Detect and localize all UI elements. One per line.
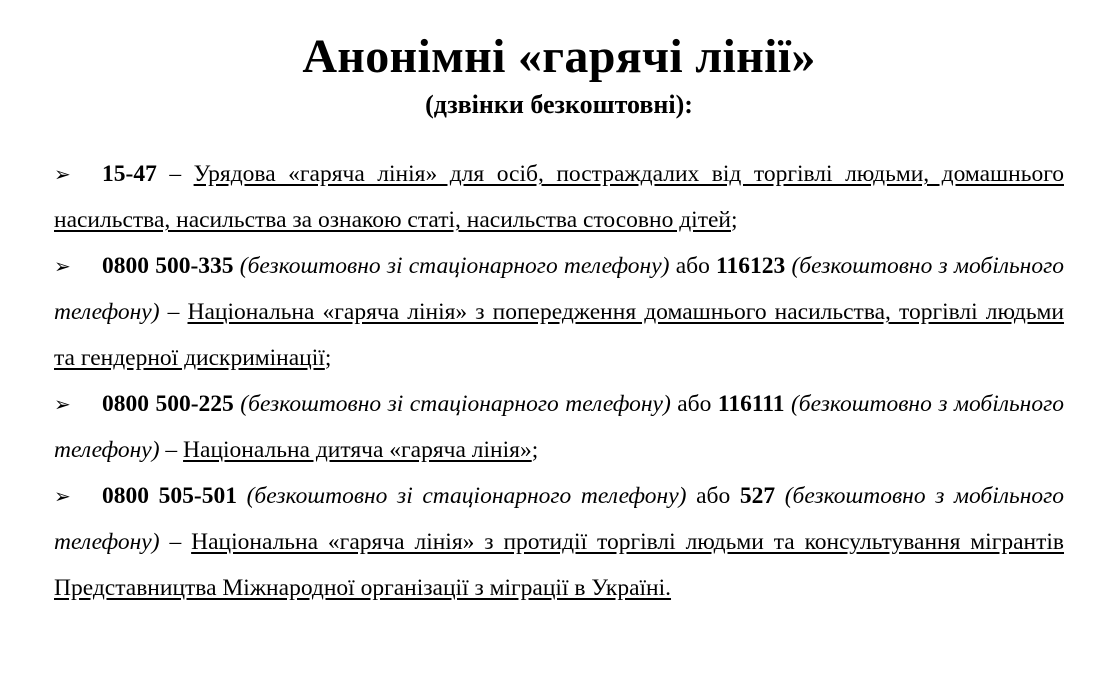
or-word: або <box>677 391 712 417</box>
hotline-item <box>54 151 1064 243</box>
arrow-bullet-icon: ➢ <box>54 484 71 508</box>
or-word: або <box>675 253 710 279</box>
hotline-number: 0800 500-225 <box>102 391 234 417</box>
mobile-number: 116123 <box>716 253 786 279</box>
mobile-number: 527 <box>739 483 776 509</box>
or-word: або <box>696 483 731 509</box>
landline-note: (безкоштовно зі стаціонарного телефону) <box>239 253 670 279</box>
hotline-item <box>54 473 1064 611</box>
hotline-description: Національна дитяча «гаряча лінія» <box>183 437 532 463</box>
arrow-bullet-icon: ➢ <box>54 162 71 186</box>
mobile-note: (безкоштовно з мобільного телефону) <box>54 391 1065 463</box>
dash-separator: – <box>156 161 194 187</box>
arrow-bullet-icon: ➢ <box>54 392 71 416</box>
hotline-list <box>54 151 1064 611</box>
mobile-number: 116111 <box>717 391 785 417</box>
item-end-punct: ; <box>730 207 738 233</box>
page-title: Анонімні «гарячі лінії» <box>302 30 816 83</box>
page-subtitle: (дзвінки безкоштовні): <box>425 90 693 119</box>
arrow-bullet-icon: ➢ <box>54 254 71 278</box>
hotline-description: Урядова «гаряча лінія» для осіб, постраждалих від торгівлі людьми, домашнього насильства, насильства за ознакою статі, насильства стосовно дітей <box>54 161 1064 233</box>
item-end-punct: ; <box>531 437 539 463</box>
hotline-description: Національна «гаряча лінія» з попередження домашнього насильства, торгівлі людьми та гендерної дискримінації <box>54 299 1065 371</box>
hotline-number: 15-47 <box>102 161 157 187</box>
hotline-description: Національна «гаряча лінія» з протидії торгівлі людьми та консультування мігрантів Представництва Міжнародної організації з міграції в Україні. <box>54 529 1065 601</box>
hotline-number: 0800 505-501 <box>102 483 237 509</box>
dash-separator: – <box>159 437 184 463</box>
mobile-note: (безкоштовно з мобільного телефону) <box>54 483 1065 555</box>
dash-separator: – <box>159 529 192 555</box>
landline-note: (безкоштовно зі стаціонарного телефону) <box>240 391 671 417</box>
hotline-item <box>54 381 1064 473</box>
landline-note: (безкоштовно зі стаціонарного телефону) <box>246 483 687 509</box>
hotline-item <box>54 243 1064 381</box>
item-end-punct: ; <box>324 345 332 371</box>
dash-separator: – <box>159 299 188 325</box>
mobile-note: (безкоштовно з мобільного телефону) <box>54 253 1064 325</box>
hotline-number: 0800 500-335 <box>102 253 234 279</box>
